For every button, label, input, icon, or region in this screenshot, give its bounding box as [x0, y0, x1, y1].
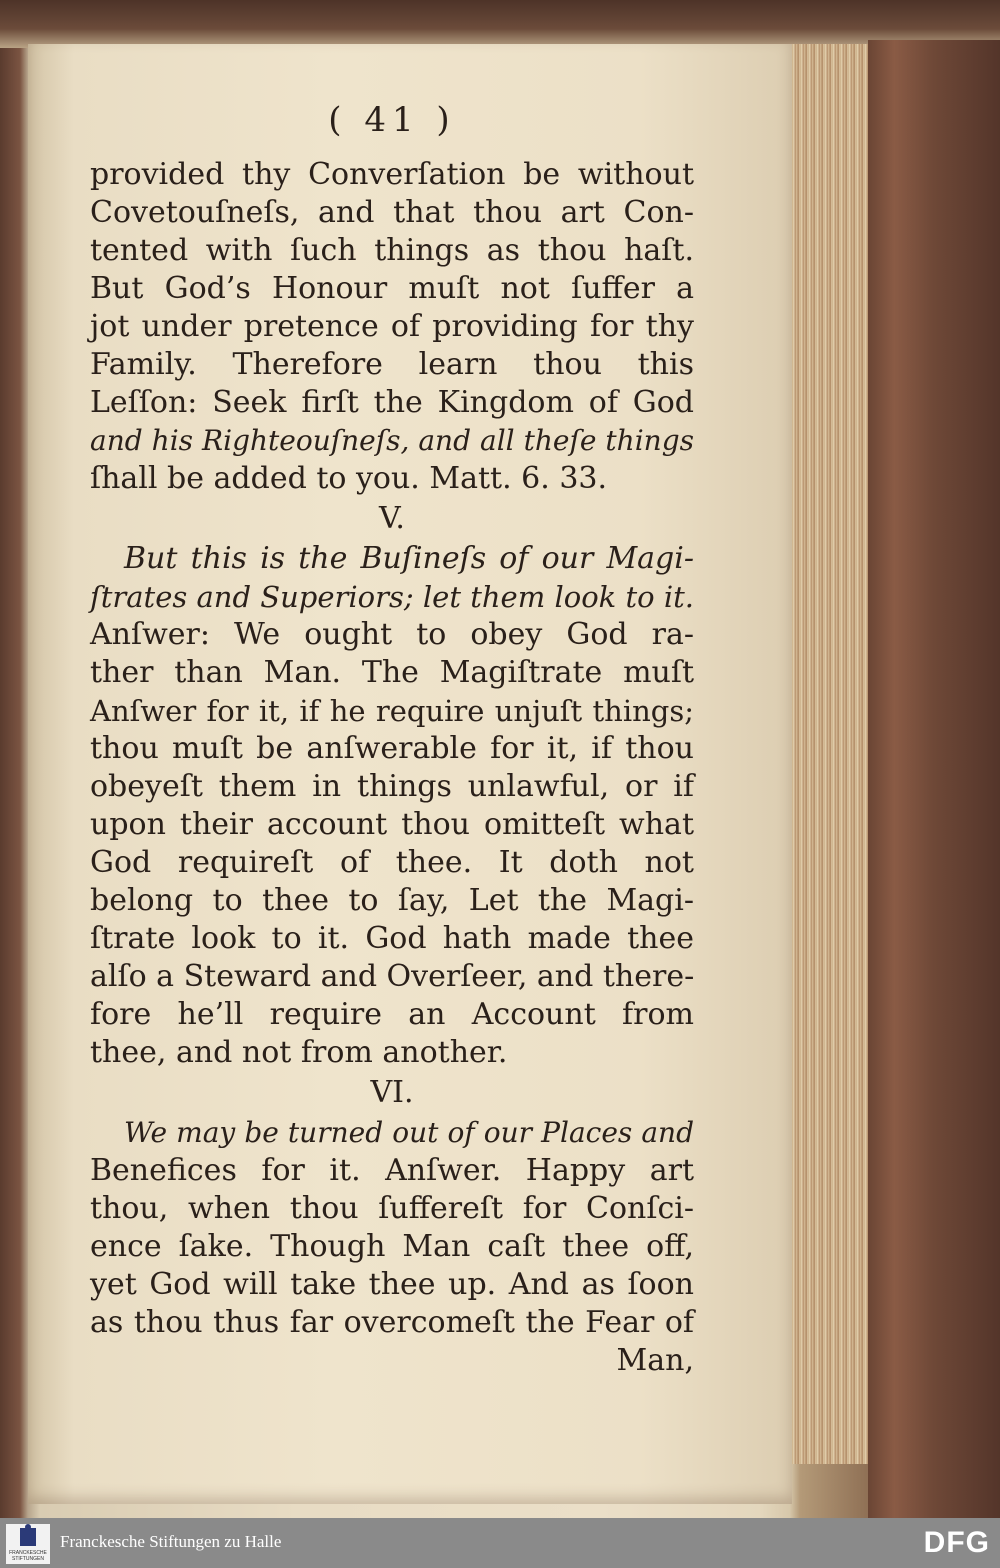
text-line: ſhall be added to you. Matt. 6. 33. [90, 461, 608, 496]
text-line: upon their account thou omitteſt what [90, 807, 694, 842]
text-line: thou muſt be anſwerable for it, if thou [90, 731, 694, 766]
text-line: Leſſon: Seek firſt the Kingdom of God [90, 385, 694, 420]
text-line: But God’s Honour muſt not ſuffer a [90, 271, 694, 306]
dfg-logo[interactable]: DFG [923, 1526, 990, 1559]
institution-label[interactable]: Franckesche Stiftungen zu Halle [60, 1532, 282, 1551]
book-top-edge [0, 0, 1000, 48]
text-line: obeyeſt them in things unlawful, or if [90, 769, 694, 804]
text-line: ſtrate look to it. God hath made thee [90, 921, 694, 956]
text-line: But this is the Buſineſs of our Magi- [124, 541, 694, 576]
foundation-emblem-icon [20, 1528, 36, 1546]
text-line: fore he’ll require an Account from [90, 997, 694, 1032]
text-line: We may be turned out of our Places and [124, 1116, 694, 1149]
text-line: yet God will take thee up. And as ſoon [90, 1267, 694, 1302]
page-number: ( 41 ) [328, 100, 456, 140]
text-line: as thou thus far overcomeſt the Fear of [90, 1305, 694, 1340]
text-line: thou, when thou ſuffereſt for Conſci- [90, 1191, 694, 1226]
text-line: alſo a Steward and Overſeer, and there- [90, 959, 695, 994]
page-edges [792, 44, 868, 1464]
text-line: Family. Therefore learn thou this [90, 347, 694, 382]
text-line: Anſwer: We ought to obey God ra- [90, 617, 694, 652]
text-line: ence ſake. Though Man caſt thee off, [90, 1229, 694, 1264]
text-line: ther than Man. The Magiſtrate muſt [90, 655, 694, 690]
text-line: ſtrates and Superiors; let them look to it. [90, 580, 694, 614]
section-numeral: VI. [370, 1075, 414, 1110]
text-line: and his Righteouſneſs, and all theſe things [90, 424, 694, 457]
text-line: jot under pretence of providing for thy [90, 309, 694, 344]
text-line: thee, and not from another. [90, 1035, 508, 1070]
section-numeral: V. [379, 501, 405, 536]
text-line: God requireſt of thee. It doth not [90, 845, 694, 880]
logo-text: FRANCKESCHE STIFTUNGEN [9, 1550, 47, 1562]
text-line: provided thy Converſation be without [90, 157, 694, 192]
viewer-footer [0, 1518, 1000, 1568]
text-line: Covetouſneſs, and that thou art Con- [90, 195, 694, 230]
text-line: tented with ſuch things as thou haſt. [90, 233, 694, 268]
foundation-logo[interactable] [6, 1524, 50, 1564]
text-line: Anſwer for it, if he require unjuſt things; [90, 694, 694, 728]
catchword: Man, [616, 1343, 694, 1378]
book-cover [868, 40, 1000, 1518]
text-line: Benefices for it. Anſwer. Happy art [90, 1153, 694, 1188]
text-line: belong to thee to ſay, Let the Magi- [90, 883, 694, 918]
